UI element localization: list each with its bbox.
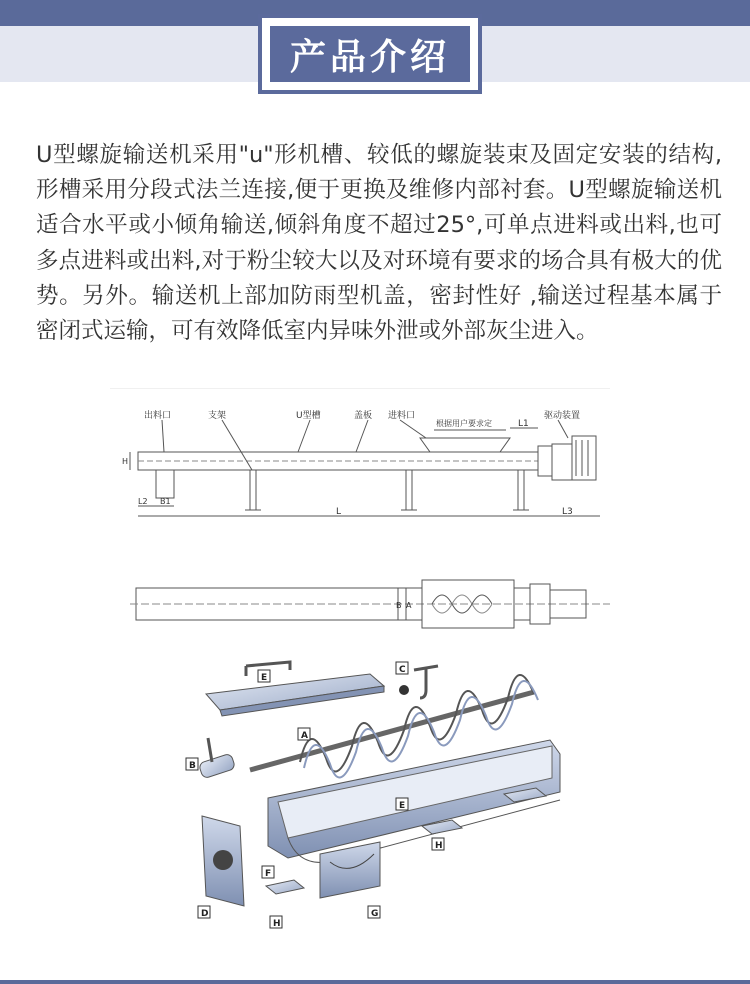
side-view-drawing <box>100 388 620 530</box>
product-description: U型螺旋输送机采用"u"形机槽、较低的螺旋装束及固定安装的结构,形槽采用分段式法兰连接,便于更换及维修内部衬套。U型螺旋输送机适合水平或小倾角输送,倾斜角度不超过25°,可单点进料或出料,也可多点进料或出料,对于粉尘较大以及对环境有要求的场合具有极大的优势。另外。输送机上部加防雨型机盖，密封性好 ,输送过程基本属于密闭式运输，可有效降低室内异味外泄或外部灰尘进入。 <box>36 142 722 345</box>
dim-l: L <box>336 507 342 517</box>
part-label-b: B <box>189 761 196 771</box>
dim-l1: L1 <box>518 419 529 429</box>
part-label-h-right: H <box>435 841 443 851</box>
exploded-view-drawing <box>170 650 590 932</box>
dim-b: B <box>396 601 402 610</box>
part-label-e-trough: E <box>399 801 406 811</box>
part-label-f: F <box>265 869 272 879</box>
dim-b1: B1 <box>160 497 171 506</box>
label-outlet: 出料口 <box>144 411 172 421</box>
part-label-h-left: H <box>273 919 281 929</box>
part-label-e-cover: E <box>261 673 268 683</box>
part-label-g: G <box>371 909 379 919</box>
dim-a: A <box>406 601 412 610</box>
page-title: 产品介绍 <box>270 26 470 82</box>
label-custom: 根据用户要求定 <box>436 419 492 428</box>
label-inlet: 进料口 <box>388 411 416 421</box>
top-view-drawing <box>126 574 616 634</box>
part-label-a: A <box>301 731 308 741</box>
dim-l2: L2 <box>138 497 148 506</box>
dim-h: H <box>122 457 129 466</box>
dim-l3: L3 <box>562 507 573 517</box>
bottom-bar <box>0 980 750 984</box>
part-label-c: C <box>399 665 406 675</box>
title-frame <box>258 14 482 94</box>
label-trough: U型槽 <box>296 411 321 421</box>
label-support: 支架 <box>208 411 227 421</box>
part-label-d: D <box>201 909 209 919</box>
label-cover: 盖板 <box>354 411 373 421</box>
label-drive: 驱动装置 <box>544 411 581 421</box>
